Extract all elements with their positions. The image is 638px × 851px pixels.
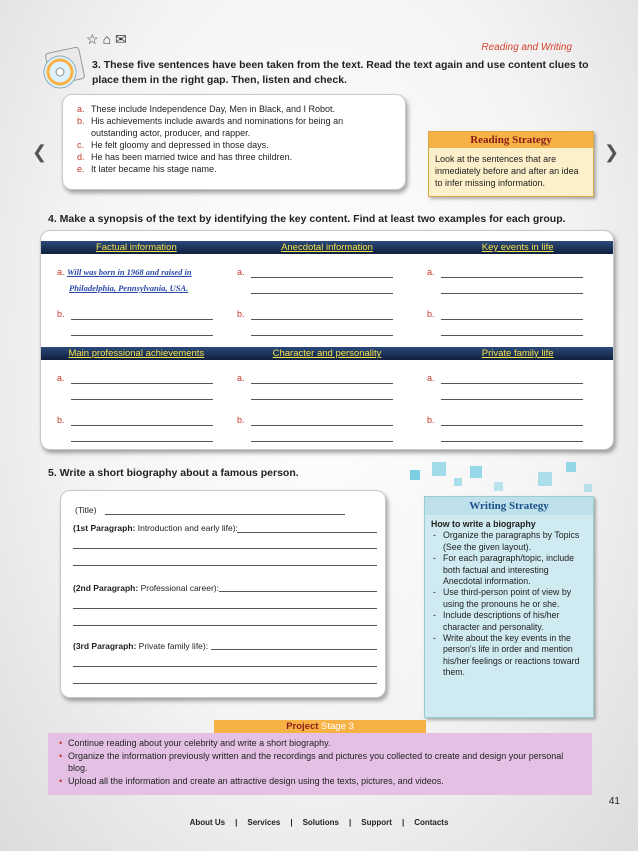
answer-cell[interactable]: b. bbox=[237, 415, 407, 445]
header-key-events: Key events in life bbox=[481, 242, 554, 253]
footer-nav: About Us | Services | Solutions | Support | Contacts bbox=[189, 818, 449, 827]
header-factual: Factual information bbox=[95, 242, 177, 253]
question-5: 5. Write a short biography about a famous person. bbox=[48, 467, 299, 479]
answer-cell[interactable]: a. bbox=[427, 373, 597, 403]
synopsis-grid bbox=[40, 230, 614, 450]
prev-page-icon[interactable]: ❮ bbox=[32, 142, 48, 162]
footer-link-services[interactable]: Services bbox=[247, 818, 281, 827]
list-item: c. He felt gloomy and depressed in those days. bbox=[77, 140, 269, 150]
list-item: • Upload all the information and create an attractive design using the texts, pictures, and videos. bbox=[68, 775, 582, 788]
grid-header-row-2 bbox=[41, 347, 613, 360]
decor-square bbox=[566, 462, 576, 472]
list-item: - Include descriptions of his/her character and personality. bbox=[443, 610, 587, 633]
header-family: Private family life bbox=[481, 348, 554, 359]
question-4: 4. Make a synopsis of the text by identifying the key content. Find at least two examples for each group. bbox=[48, 213, 566, 225]
reading-strategy-box: Reading Strategy Look at the sentences that are inmediately before and after an idea to infer missing information. bbox=[428, 131, 594, 197]
answer-cell[interactable]: b. bbox=[57, 415, 227, 445]
answer-cell[interactable]: a. bbox=[237, 373, 407, 403]
decor-square bbox=[470, 466, 482, 478]
section-tag: Reading and Writing bbox=[481, 42, 572, 53]
writing-strategy-box: Writing Strategy How to write a biography - Organize the paragraphs by Topics (See the given layout). - For each paragraph/topic, include both factual and interesting Anecdotal information. - Use third-person point of view by using the pronouns he or she. - Include descriptions of his/her character and personality. - Write about the key events in the person's life in order and mention his/her feelings or reactions toward them. bbox=[424, 496, 594, 718]
paragraph-1-label: (1st Paragraph: Introduction and early life): bbox=[73, 523, 238, 533]
question-3: 3. These five sentences have been taken from the text. Read the text again and use content clues to place them in the right gap. Then, listen and check. bbox=[92, 59, 589, 86]
decor-square bbox=[584, 484, 592, 492]
decor-square bbox=[538, 472, 552, 486]
header-character: Character and personality bbox=[272, 348, 382, 359]
list-item: - Write about the key events in the person's life in order and mention his/her feelings or reactions toward them. bbox=[443, 633, 587, 679]
example-answer-line2: Philadelphia, Pennsylvania, USA. bbox=[69, 283, 189, 293]
decor-square bbox=[432, 462, 446, 476]
list-item: a. These include Independence Day, Men in Black, and I Robot. bbox=[77, 104, 335, 114]
answer-cell[interactable]: b. bbox=[427, 309, 597, 339]
next-page-icon[interactable]: ❯ bbox=[604, 142, 620, 162]
title-label: (Title) bbox=[75, 505, 97, 515]
list-item: • Organize the information previously written and the recordings and pictures you collected to create and design your personal blog. bbox=[68, 750, 582, 775]
page-number: 41 bbox=[608, 796, 620, 807]
list-item: • Continue reading about your celebrity and write a short biography. bbox=[68, 737, 582, 750]
header-achievements: Main professional achievements bbox=[68, 348, 205, 359]
project-tab: Project Stage 3 bbox=[214, 720, 426, 733]
header-anecdotal: Anecdotal information bbox=[281, 242, 373, 253]
decor-square bbox=[454, 478, 462, 486]
list-item: d. He has been married twice and has three children. bbox=[77, 152, 293, 162]
home-icon[interactable]: ⌂ bbox=[102, 31, 116, 47]
footer-link-about[interactable]: About Us bbox=[189, 818, 226, 827]
list-item: - Use third-person point of view by using the pronouns he or she. bbox=[443, 587, 587, 610]
paragraph-2-label: (2nd Paragraph: Professional career): bbox=[73, 583, 219, 593]
footer-link-solutions[interactable]: Solutions bbox=[302, 818, 340, 827]
list-item: e. It later became his stage name. bbox=[77, 164, 217, 174]
answer-cell[interactable]: a. Will was born in 1968 and raised in Philadelphia, Pennsylvania, USA. bbox=[57, 267, 192, 293]
grid-header-row-1 bbox=[41, 241, 613, 254]
cd-icon bbox=[38, 44, 90, 92]
mail-icon[interactable]: ✉ bbox=[115, 31, 131, 47]
list-item: b. His achievements include awards and nominations for being an outstanding actor, producer, and rapper. bbox=[77, 116, 344, 138]
example-answer-line1: Will was born in 1968 and raised in bbox=[67, 267, 192, 277]
sentence-list-box bbox=[62, 94, 406, 190]
list-item: - For each paragraph/topic, include both factual and interesting Anecdotal information. bbox=[443, 553, 587, 587]
decor-square bbox=[410, 470, 420, 480]
decor-square bbox=[494, 482, 503, 491]
answer-cell[interactable]: a. bbox=[427, 267, 597, 297]
biography-box[interactable] bbox=[60, 490, 386, 698]
answer-cell[interactable]: a. bbox=[57, 373, 227, 403]
list-item: - Organize the paragraphs by Topics (See the given layout). bbox=[443, 530, 587, 553]
answer-cell[interactable]: a. bbox=[237, 267, 407, 297]
answer-cell[interactable]: b. bbox=[237, 309, 407, 339]
footer-link-contacts[interactable]: Contacts bbox=[414, 818, 449, 827]
answer-cell[interactable]: b. bbox=[57, 309, 227, 339]
answer-cell[interactable]: b. bbox=[427, 415, 597, 445]
star-icon[interactable]: ☆ bbox=[86, 31, 103, 47]
project-box bbox=[48, 733, 592, 795]
paragraph-3-label: (3rd Paragraph: Private family life): bbox=[73, 641, 209, 651]
top-icons bbox=[86, 31, 131, 48]
footer-link-support[interactable]: Support bbox=[361, 818, 392, 827]
